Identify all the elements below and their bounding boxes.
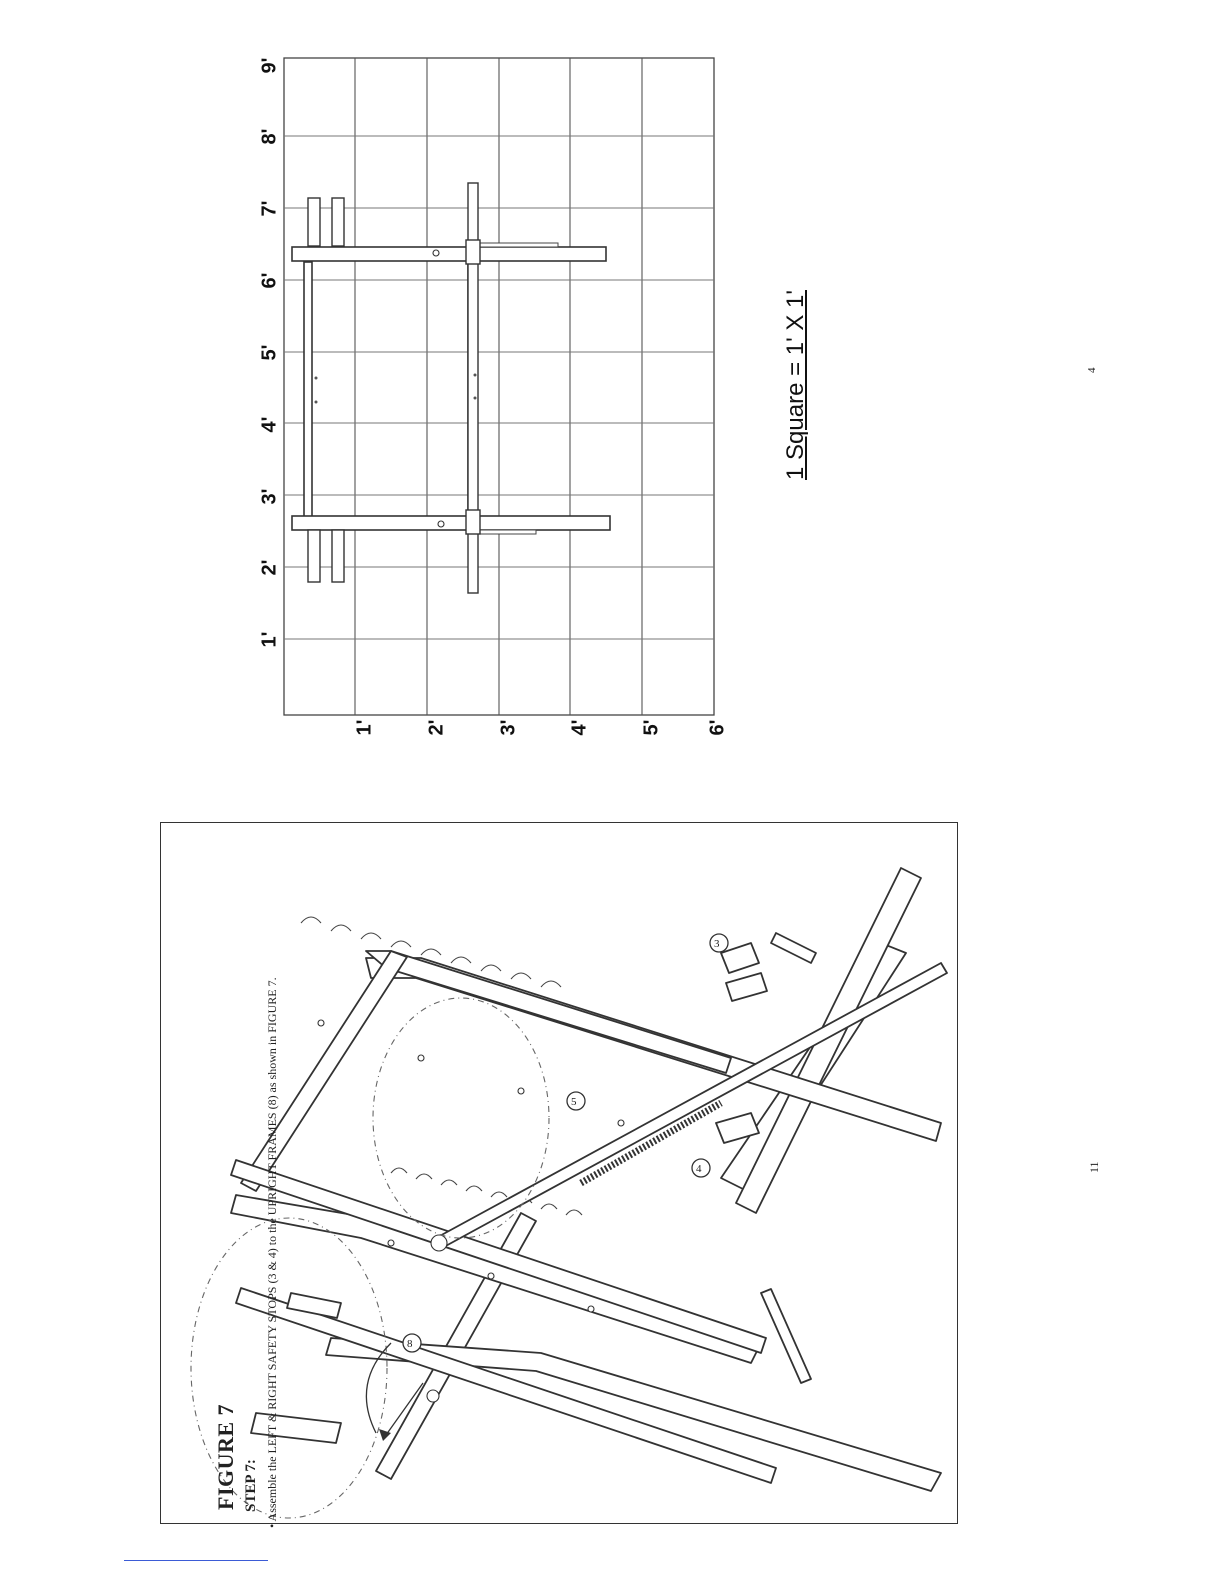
floor-plan-grid	[240, 40, 740, 740]
top-axis-label: 2'	[258, 559, 281, 576]
link-underline[interactable]	[124, 1560, 268, 1561]
callout-3	[710, 934, 728, 952]
top-axis-label: 7'	[258, 200, 281, 217]
callout-8	[567, 1092, 585, 1110]
top-axis-label: 3'	[258, 488, 281, 505]
top-axis-label: 4'	[258, 416, 281, 433]
step-instruction: • Assemble the LEFT & RIGHT SAFETY STOPS (3 & 4) to the UPRIGHT FRAMES (8) as shown in FIGURE 7.	[265, 977, 279, 1528]
secondary-page-number: 4	[1086, 367, 1098, 373]
callout-label: 4	[696, 1163, 702, 1175]
callout-label: 5	[571, 1096, 577, 1108]
step-title: STEP 7:	[243, 1459, 259, 1512]
callout-4	[692, 1159, 710, 1177]
figure-title: FIGURE 7	[213, 1403, 238, 1510]
callout-label: 3	[714, 938, 720, 950]
bottom-axis-label: 1'	[353, 719, 376, 736]
bottom-axis-label: 3'	[497, 719, 520, 736]
power-rack-illustration	[161, 823, 956, 1522]
top-axis-label: 9'	[258, 57, 281, 74]
bottom-axis-label: 2'	[425, 719, 448, 736]
top-axis-label: 1'	[258, 631, 281, 648]
callout-5	[403, 1334, 421, 1352]
bottom-axis-label: 5'	[640, 719, 663, 736]
page-number: 11	[1087, 1161, 1101, 1173]
scale-note: 1 Square = 1' X 1'	[782, 290, 809, 480]
bottom-axis-label: 6'	[706, 719, 729, 736]
top-axis-label: 5'	[258, 344, 281, 361]
top-axis-label: 6'	[258, 272, 281, 289]
top-axis-label: 8'	[258, 128, 281, 145]
callout-label: 8	[407, 1338, 413, 1350]
bottom-axis-label: 4'	[568, 719, 591, 736]
